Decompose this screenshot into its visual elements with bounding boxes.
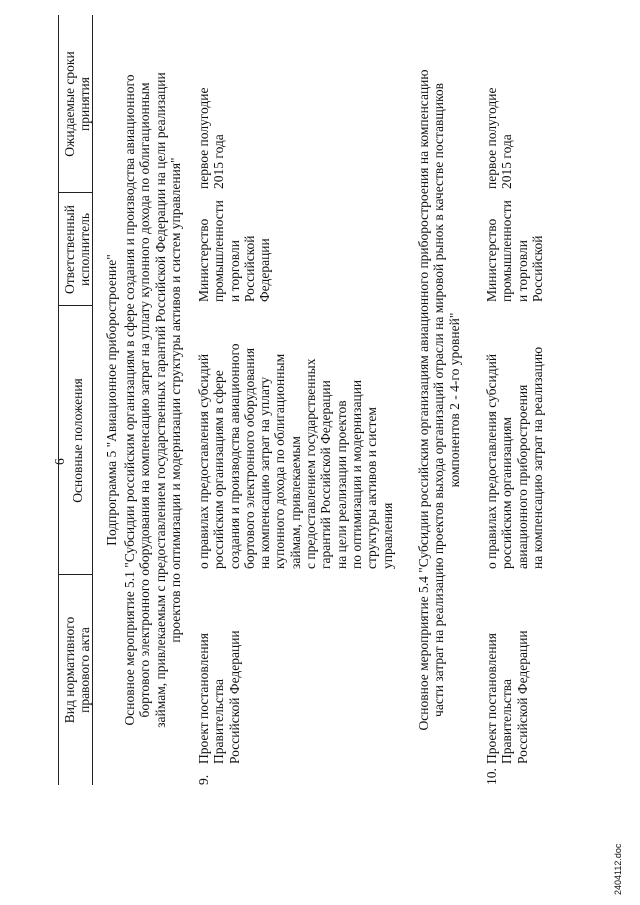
header-col-type: Вид нормативного правового акта (62, 616, 92, 724)
table-top-border (58, 15, 59, 785)
measure-5-1: Основное мероприятие 5.1 "Субсидии российским организациям в сфере создания и производства авиационного бортового электронного оборудования на компенсацию затрат на уплату купонного дохода по облигационным займам, привлекаемым с предоставлением государственных гарантий Российской Федерации на цели реализации проектов по оптимизации и модернизации структуры активов и систем управления" (122, 72, 183, 728)
subprogram-title: Подпрограмма 5 "Авиационное приборостроение" (104, 254, 119, 546)
page-number: 6 (52, 458, 67, 465)
header-col-executor: Ответственный исполнитель (62, 205, 92, 294)
row10-type: Проект постановления Правительства Российской Федерации (484, 630, 530, 764)
row9-type: Проект постановления Правительства Российской Федерации (196, 630, 242, 764)
measure-5-4: Основное мероприятие 5.4 "Субсидии российским организациям авиационного приборостроения на компенсацию части затрат на реализацию проектов выхода организаций отрасли на мировой рынок в качестве поставщиков компонентов 2 - 4-го уровней" (416, 69, 462, 731)
row9-deadline: первое полугодие 2015 года (196, 87, 227, 189)
footer-doc-code: 2404112.doc (613, 843, 623, 895)
header-col-provisions: Основные положения (70, 378, 85, 503)
header-col-deadline: Ожидаемые сроки принятия (62, 51, 92, 157)
row10-deadline: первое полугодие 2015 года (484, 87, 515, 189)
row9-provisions: о правилах предоставления субсидий российским организациям в сфере создания и производства авиационного бортового электронного оборудования на компенсацию затрат на уплату купонного дохода по облигационным займам, привлекаемым с предоставлением государственных гарантий Российской Федерации на цели реализации проектов по оптимизации и модернизации структуры активов и систем управления (196, 343, 395, 569)
header-bottom-border (92, 15, 93, 785)
row9-number: 9. (196, 774, 211, 785)
row10-executor: Министерство промышленности и торговли Российской (484, 200, 545, 302)
row9-executor: Министерство промышленности и торговли Российской Федерации (196, 200, 273, 302)
row10-provisions: о правилах предоставления субсидий российским организациям авиационного приборостроения на компенсацию затрат на реализацию (484, 346, 545, 569)
row10-number: 10. (484, 768, 499, 785)
